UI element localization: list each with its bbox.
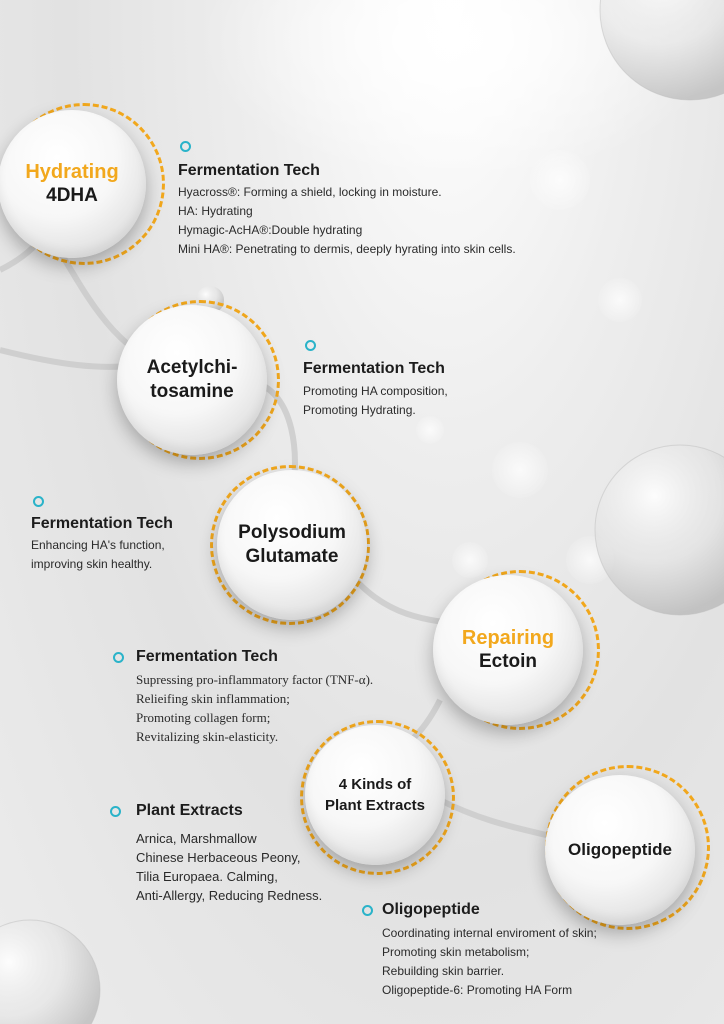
- node-name: 4DHA: [46, 185, 98, 206]
- description-line: Anti-Allergy, Reducing Redness.: [136, 888, 323, 903]
- description-line: Hyacross®: Forming a shield, locking in moisture.: [178, 185, 442, 199]
- description-line: Tilia Europaea. Calming,: [136, 869, 278, 884]
- node-name: Ectoin: [478, 651, 538, 672]
- node-name-line2: tosamine: [150, 381, 234, 402]
- section-title: Fermentation Tech: [303, 360, 445, 377]
- bubble: [0, 920, 100, 1024]
- description-line: Promoting Hydrating.: [303, 403, 416, 417]
- bubble: [595, 445, 724, 615]
- section-description: [178, 183, 516, 259]
- node-hydrating-4dha: [0, 110, 146, 258]
- bullet-ring-icon: [113, 652, 124, 663]
- description-line: Rebuilding skin barrier.: [382, 964, 505, 978]
- description-line: Chinese Herbaceous Peony,: [136, 850, 301, 865]
- bokeh-dot: [492, 442, 548, 498]
- description-line: Relieifing skin inflammation;: [136, 691, 290, 706]
- bullet-ring-icon: [362, 905, 373, 916]
- node-oligopeptide: [545, 775, 695, 925]
- description-line: Hymagic-AcHA®:Double hydrating: [178, 223, 363, 237]
- node-highlight: Repairing: [461, 627, 555, 649]
- node-name-line1: 4 Kinds of: [338, 776, 412, 793]
- node-highlight: Hydrating: [25, 161, 119, 183]
- section-description: [136, 829, 322, 905]
- bullet-ring-icon: [180, 141, 191, 152]
- bokeh-dot: [416, 416, 444, 444]
- node-name: Oligopeptide: [568, 840, 672, 859]
- section-title: Fermentation Tech: [178, 162, 320, 179]
- section-title: Fermentation Tech: [31, 515, 173, 532]
- bullet-ring-icon: [33, 496, 44, 507]
- section-description: [382, 924, 597, 1000]
- description-line: HA: Hydrating: [178, 204, 253, 218]
- description-line: Promoting collagen form;: [136, 710, 271, 725]
- description-line: Mini HA®: Penetrating to dermis, deeply hyrating into skin cells.: [178, 242, 516, 256]
- bokeh-dot: [452, 542, 488, 578]
- section-title: Oligopeptide: [382, 901, 480, 918]
- bullet-ring-icon: [305, 340, 316, 351]
- section-title: Plant Extracts: [136, 802, 243, 819]
- node-name-line1: Polysodium: [238, 522, 346, 543]
- description-line: Enhancing HA's function,: [31, 538, 165, 552]
- node-name-line1: Acetylchi-: [146, 357, 238, 378]
- bullet-ring-icon: [110, 806, 121, 817]
- description-line: Arnica, Marshmallow: [136, 831, 257, 846]
- section-title: Fermentation Tech: [136, 648, 278, 665]
- description-line: Revitalizing skin-elasticity.: [136, 729, 279, 744]
- description-line: improving skin healthy.: [31, 557, 153, 571]
- description-line: Oligopeptide-6: Promoting HA Form: [382, 983, 573, 997]
- node-plant-extracts: [305, 725, 445, 865]
- description-line: Promoting skin metabolism;: [382, 945, 530, 959]
- description-line: Coordinating internal enviroment of skin;: [382, 926, 597, 940]
- section-description: [303, 382, 448, 420]
- node-repairing-ectoin: [433, 575, 583, 725]
- node-acetylchitosamine: [117, 305, 267, 455]
- node-name-line2: Plant Extracts: [324, 797, 426, 814]
- bokeh-dot: [530, 150, 590, 210]
- node-polysodium-glutamate: [217, 470, 367, 620]
- section-description: [31, 536, 165, 574]
- description-line: Supressing pro-inflammatory factor (TNF-α).: [136, 672, 374, 687]
- node-name-line2: Glutamate: [245, 546, 339, 567]
- bokeh-dot: [598, 278, 642, 322]
- description-line: Promoting HA composition,: [303, 384, 448, 398]
- section-description: [136, 670, 373, 746]
